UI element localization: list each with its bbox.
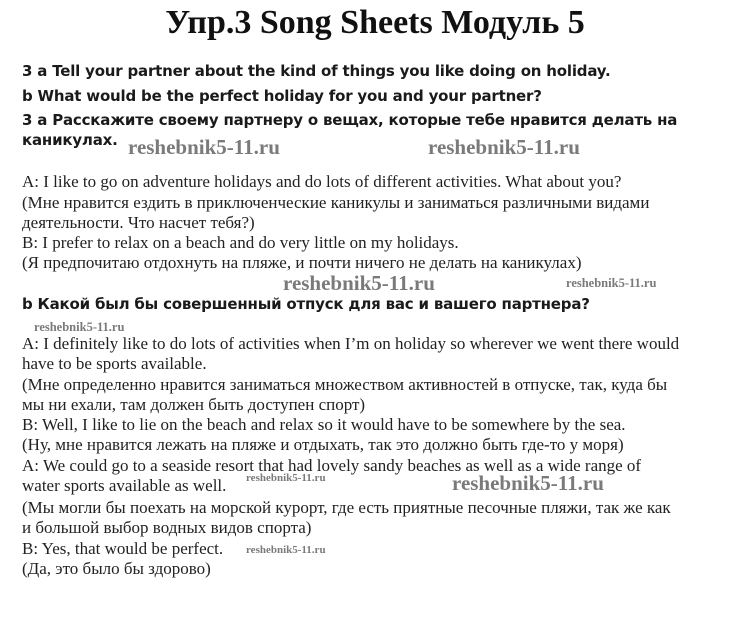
dialogue-line: деятельности. Что насчет тебя?) [22,213,255,232]
watermark: reshebnik5-11.ru [246,472,326,484]
task-heading-ru-b: b Какой был бы совершенный отпуск для вас и вашего партнера? [22,295,590,313]
dialogue-line: have to be sports available. [22,354,207,373]
task-heading-ru-a: 3 а Расскажите своему партнеру о вещах, которые тебе нравится делать на [22,111,678,129]
dialogue-line: B: I prefer to relax on a beach and do very little on my holidays. [22,233,459,252]
task-heading-ru-a-cont: каникулах. [22,131,118,149]
dialogue-line: (Мне нравится ездить в приключенческие каникулы и заниматься различными видами [22,193,650,212]
dialogue-line: (Ну, мне нравится лежать на пляже и отдыхать, так это должно быть где-то у моря) [22,435,624,454]
watermark: reshebnik5-11.ru [566,276,657,290]
dialogue-line: (Я предпочитаю отдохнуть на пляже, и почти ничего не делать на каникулах) [22,253,582,272]
dialogue-line: A: We could go to a seaside resort that had lovely sandy beaches as well as a wide range of [22,456,642,475]
dialogue-line: B: Well, I like to lie on the beach and relax so it would have to be somewhere by the sea. [22,415,626,434]
dialogue-line: A: I like to go on adventure holidays and do lots of different activities. What about you? [22,172,622,191]
watermark: reshebnik5-11.ru [246,544,326,556]
watermark: reshebnik5-11.ru [128,135,280,159]
page-title: Упр.3 Song Sheets Модуль 5 [165,4,585,41]
task-heading-en-a: 3 a Tell your partner about the kind of things you like doing on holiday. [22,62,611,80]
watermark: reshebnik5-11.ru [452,471,604,495]
task-heading-en-b: b What would be the perfect holiday for you and your partner? [22,87,542,105]
dialogue-line: A: I definitely like to do lots of activities when I’m on holiday so wherever we went there would [22,334,680,353]
dialogue-line: water sports available as well. [22,476,227,495]
dialogue-line: B: Yes, that would be perfect. [22,539,224,558]
dialogue-line: (Мы могли бы поехать на морской курорт, где есть приятные песочные пляжи, так же как [22,498,671,517]
watermark: reshebnik5-11.ru [428,135,580,159]
dialogue-line: (Мне определенно нравится заниматься множеством активностей в отпуске, так, куда бы [22,375,668,394]
dialogue-line: (Да, это было бы здорово) [22,559,211,578]
dialogue-line: и большой выбор водных видов спорта) [22,518,312,537]
dialogue-line: мы ни ехали, там должен быть доступен спорт) [22,395,366,414]
watermark: reshebnik5-11.ru [34,320,125,334]
watermark: reshebnik5-11.ru [283,271,435,295]
